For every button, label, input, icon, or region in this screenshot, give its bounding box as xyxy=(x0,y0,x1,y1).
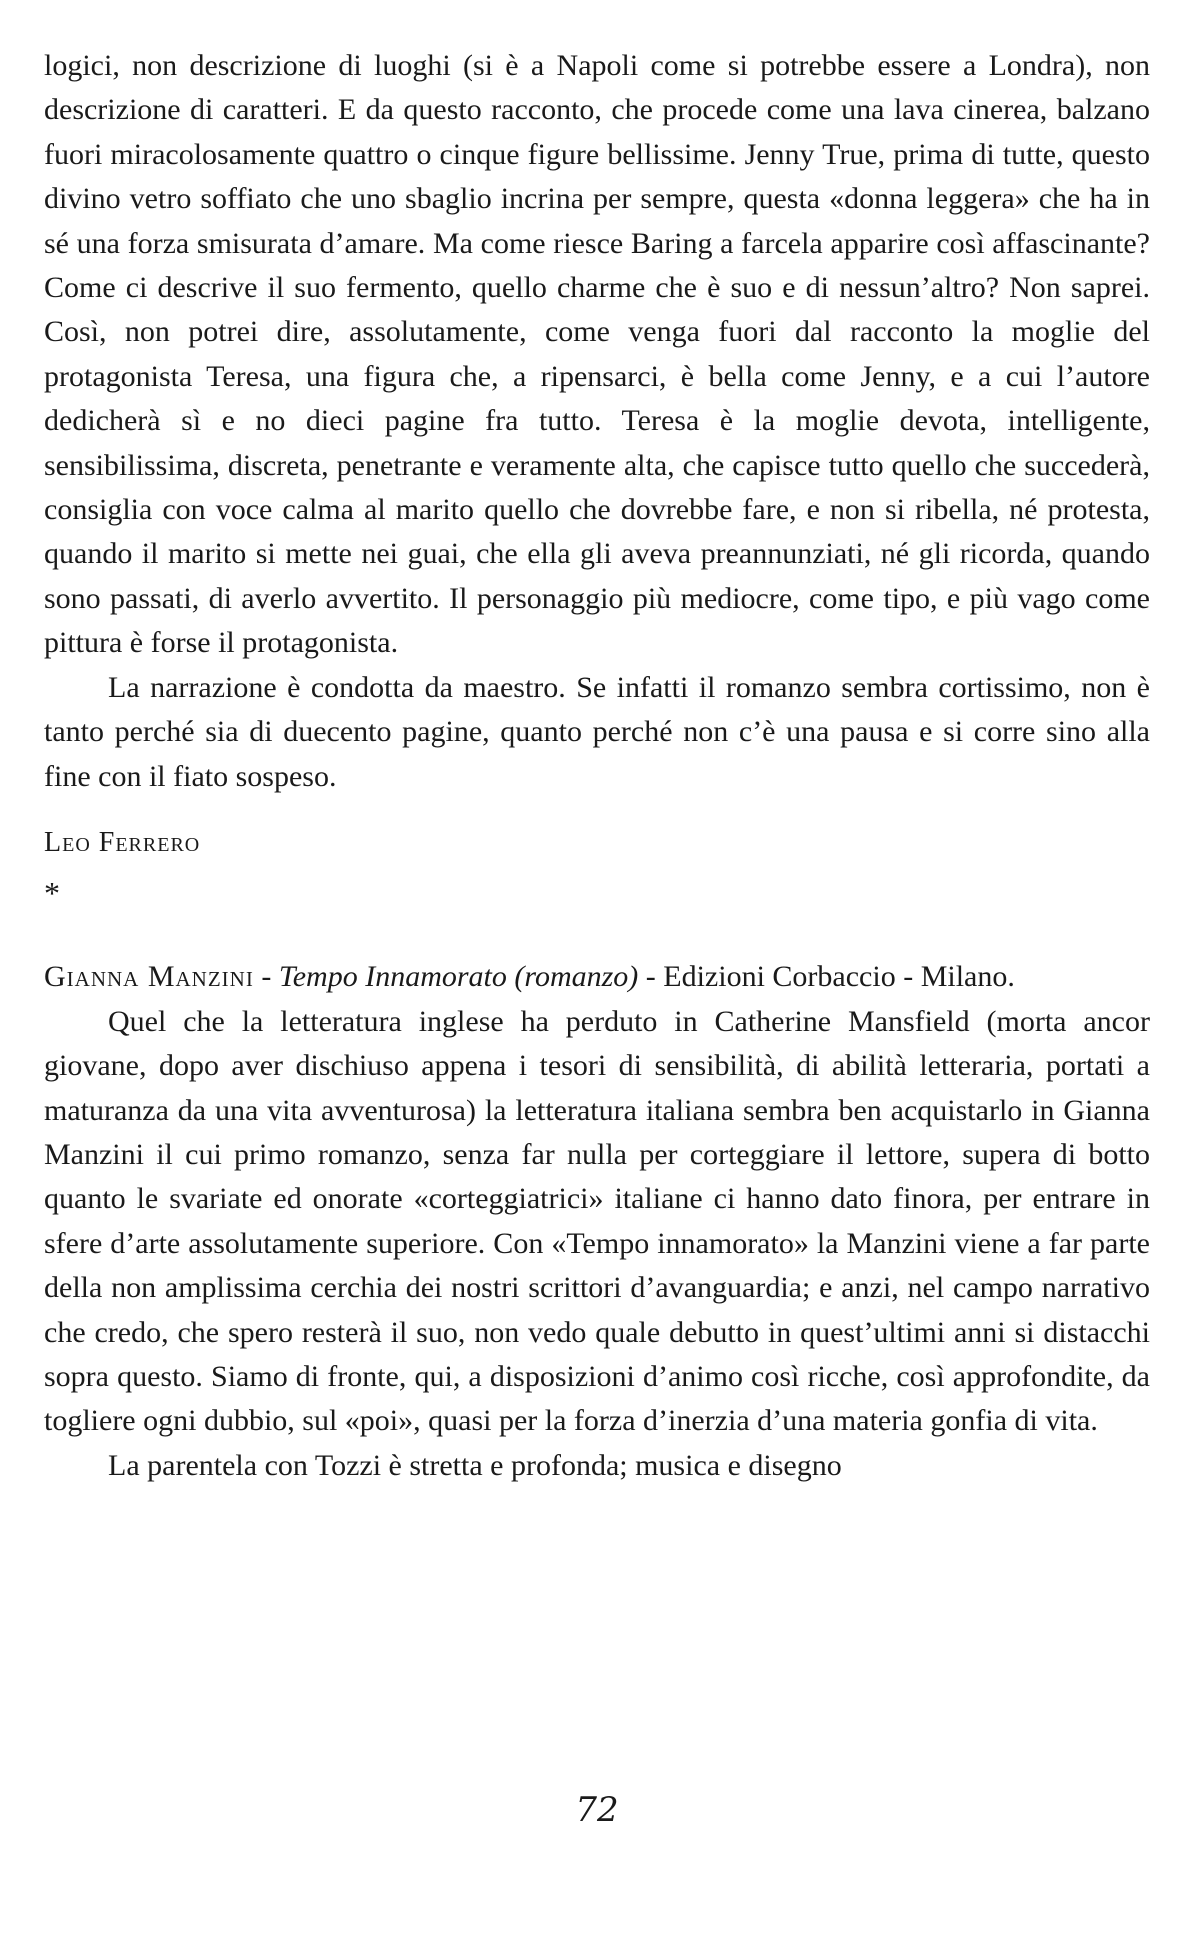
review1-paragraph-1: logici, non descrizione di luoghi (si è a Napoli come si potrebbe essere a Londra), non descrizione di caratteri. E da questo racconto, che procede come una lava cinerea, balzano fuori miracolosamente quattro o cinque figure bellissime. Jenny True, prima di tutte, questo divino vetro soffiato che uno sbaglio incrina per sempre, questa «donna leggera» che ha in sé una forza smisurata d’amare. Ma come riesce Baring a farcela apparire così affascinante? Come ci descrive il suo fermento, quello charme che è suo e di nessun’altro? Non saprei. Così, non potrei dire, assolutamente, come venga fuori dal racconto la moglie del protagonista Teresa, una figura che, a ripensarci, è bella come Jenny, e a cui l’autore dedicherà sì e no dieci pagine fra tutto. Teresa è la moglie devota, intelligente, sensibilissima, discreta, penetrante e veramente alta, che capisce tutto quello che succederà, consiglia con voce calma al marito quello che dovrebbe fare, e non si ribella, né protesta, quando il marito si mette nei guai, che ella gli aveva preannunziati, né gli ricorda, quando sono passati, di averlo avvertito. Il personaggio più mediocre, come tipo, e più vago come pittura è forse il protagonista. xyxy=(44,49,1150,660)
review2-publisher: - Edizioni Corbaccio - Milano. xyxy=(638,960,1015,994)
review2-dash: - xyxy=(253,960,279,994)
page-body xyxy=(44,44,1150,1488)
review2-paragraph-1: Quel che la letteratura inglese ha perduto in Catherine Mansfield (morta ancor giovane, dopo aver dischiuso appena i tesori di sensibilità, di abilità letteraria, portati a maturanza da una vita avventurosa) la letteratura italiana sembra ben acquistarlo in Gianna Manzini il cui primo romanzo, senza far nulla per corteggiare il lettore, supera di botto quanto le svariate ed onorate «corteggiatrici» italiane ci hanno dato finora, per entrare in sfere d’arte assolutamente superiore. Con «Tempo innamorato» la Manzini viene a far parte della non amplissima cerchia dei nostri scrittori d’avanguardia; e anzi, nel campo narrativo che credo, che spero resterà il suo, non vedo quale debutto in quest’ultimi anni si distacchi sopra questo. Siamo di fronte, qui, a disposizioni d’animo così ricche, così approfondite, da togliere ogni dubbio, sul «poi», quasi per la forza d’inerzia d’una materia gonfia di vita. xyxy=(44,1004,1150,1438)
review2-paragraph-2: La parentela con Tozzi è stretta e profonda; musica e disegno xyxy=(108,1448,842,1482)
review2-author: Gianna Manzini xyxy=(44,960,254,994)
section-separator: * xyxy=(44,875,60,912)
page-number: 72 xyxy=(575,1790,619,1830)
review2-header xyxy=(44,955,1150,999)
review1-paragraph-2: La narrazione è condotta da maestro. Se infatti il romanzo sembra cortissimo, non è tanto perché sia di duecento pagine, quanto perché non c’è una pausa e si corre sino alla fine con il fiato sospeso. xyxy=(44,670,1150,793)
review1-signature: Leo Ferrero xyxy=(44,826,201,858)
review2-genre: (romanzo) xyxy=(514,960,639,994)
review2-book-title: Tempo Innamorato xyxy=(278,960,507,994)
